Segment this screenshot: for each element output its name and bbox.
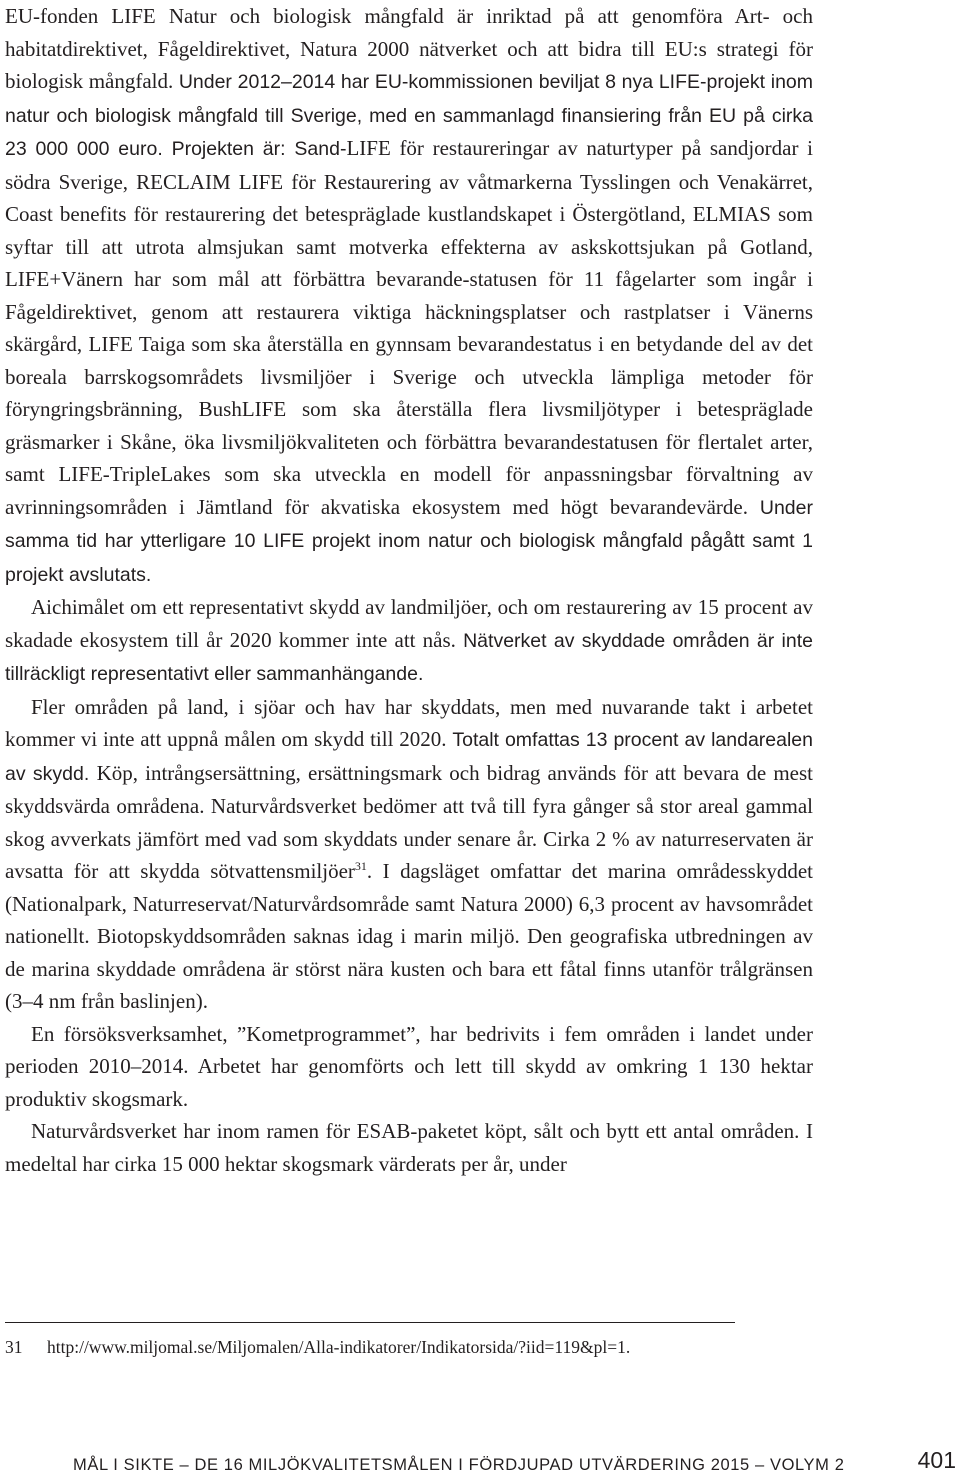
paragraph-aichi-statement: Aichimålet om ett representativt skydd av landmiljöer, och om restaurering av 15 procent av skadade ekosystem till år 2020 kommer inte att nås. xyxy=(5,595,813,652)
footnote-number: 31 xyxy=(5,1337,23,1357)
running-footer-title: MÅL I SIKTE – DE 16 MILJÖKVALITETSMÅLEN I FÖRDJUPAD UTVÄRDERING 2015 – VOLYM 2 xyxy=(73,1456,845,1474)
paragraph-protected-areas xyxy=(5,691,813,1018)
footnote-reference: 31 xyxy=(354,859,367,873)
footnote-divider xyxy=(5,1322,735,1323)
paragraph-protection-pace: Fler områden på land, i sjöar och hav har skyddats, men med nuvarande takt i arbetet kommer vi inte att uppnå målen om skydd till 2020. xyxy=(5,694,813,751)
paragraph-aichi-target xyxy=(5,591,813,691)
paragraph-komet-program: En försöksverksamhet, ”Kometprogrammet”, har bedrivits i fem områden i landet under perioden 2010–2014. Arbetet har genomförts och lett till skydd av omkring 1 130 hektar produktiv skogsmark. xyxy=(5,1021,813,1111)
page-number: 401 xyxy=(917,1447,956,1473)
paragraph-protection-share: Totalt omfattas 13 procent av landarealen av skydd. xyxy=(5,729,813,785)
footnote xyxy=(5,1334,905,1360)
paragraph-life-intro: EU-fonden LIFE Natur och biologisk mångfald är inriktad på att genomföra Art- och habitatdirektivet, Fågeldirektivet, Natura 2000 nätverket och att bidra till EU:s strategi för biologisk mångfald. xyxy=(5,4,813,93)
paragraph-life-projects xyxy=(5,0,813,591)
paragraph-life-grants: Under 2012–2014 har EU-kommissionen beviljat 8 nya LIFE-projekt inom natur och biologisk mångfald till Sverige, med en sammanlagd finansiering från EU på cirka 23 000 000 euro. Projekten är: Sand- xyxy=(5,71,814,160)
footnote-url[interactable]: http://www.miljomal.se/Miljomalen/Alla-indikatorer/Indikatorsida/?iid=119&pl=1. xyxy=(47,1337,631,1357)
paragraph-life-ongoing: Under samma tid har ytterligare 10 LIFE projekt inom natur och biologisk mångfald pågått samt 1 projekt avslutats. xyxy=(5,496,813,586)
paragraph-life-project-list: LIFE för restaureringar av naturtyper på sandjordar i södra Sverige, RECLAIM LIFE för Restaurering av våtmarkerna Tysslingen och Venakärret, Coast benefits för restaurering det betespräglade kustlandskapet i Östergötland, ELMIAS som syftar till att utrota almsjukan samt motverka effekterna av askskottsjukan på Gotland, LIFE+Vänern har som mål att förbättra bevarande-statusen för 11 fågelarter som ingår i Fågeldirektivet, genom att restaurera viktiga häckningsplatser och rastplatser i Vänerns skärgård, LIFE Taiga som ska återställa en gynnsam bevarandestatus i en betydande del av det boreala barrskogsområdets livsmiljöer i Sverige och utveckla lämpliga metoder för föryngringsbränning, BushLIFE som ska återställa flera livsmiljötyper i betespräglade gräsmarker i Skåne, öka livsmiljökvaliteten och förbättra bevarandestatusen för flertalet arter, samt LIFE-TripleLakes som ska utveckla en modell för anpassningsbar förvaltning av avrinningsområden i Jämtland för akvatiska ekosystem med högt bevarandevärde. xyxy=(5,136,813,519)
paragraph-esab-package: Naturvårdsverket har inom ramen för ESAB-paketet köpt, sålt och bytt ett antal områden. I medeltal har cirka 15 000 hektar skogsmark värderats per år, under xyxy=(5,1119,813,1176)
body-text xyxy=(5,0,813,1180)
paragraph-protection-details: Köp, intrångsersättning, ersättningsmark och bidrag används för att bevara de mest skyddsvärda områdena. Naturvårdsverket bedömer att två till fyra gånger så stor areal gammal skog avverkats jämfört med vad som skyddats under senare år. Cirka 2 % av naturreservaten är avsatta för att skydda sötvattensmiljöer xyxy=(5,760,813,883)
paragraph-aichi-network: Nätverket av skyddade områden är inte tillräckligt representativt eller sammanhängande. xyxy=(5,629,813,685)
paragraph-marine-protection: . I dagsläget omfattar det marina områdesskyddet (Nationalpark, Naturreservat/Naturvårdsområde samt Natura 2000) 6,3 procent av havsområdet nationellt. Biotopskyddsområden saknas idag i marin miljö. Den geografiska utbredningen av de marina skyddade områdena är störst nära kusten och bara ett fåtal finns utanför trålgränsen (3–4 nm från baslinjen). xyxy=(5,859,813,1013)
